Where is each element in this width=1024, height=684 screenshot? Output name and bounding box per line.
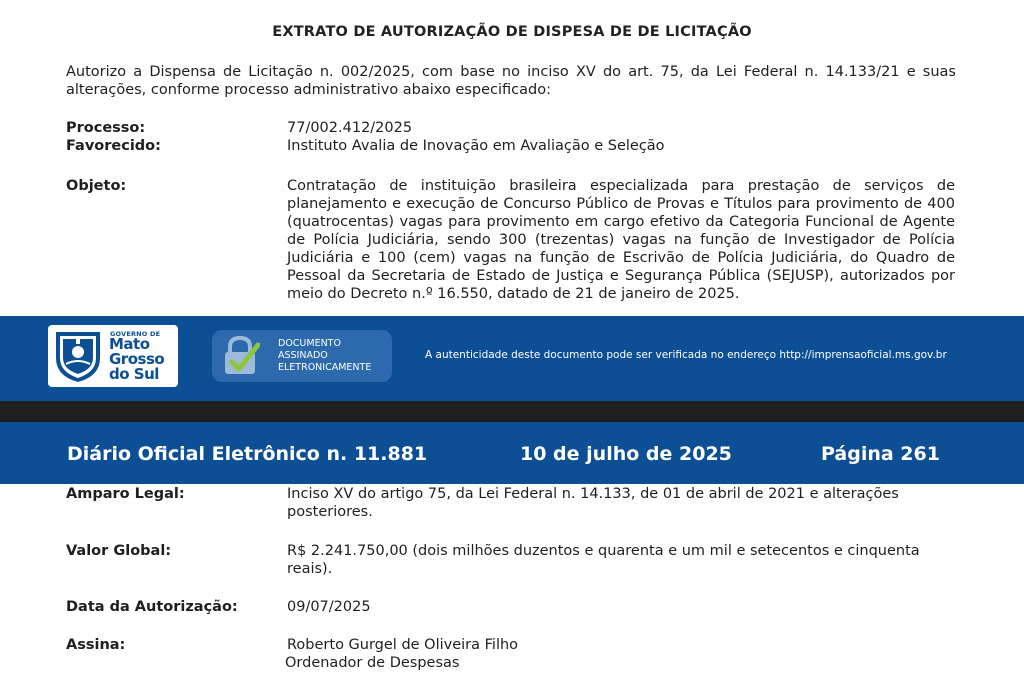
dark-stripe	[0, 401, 1024, 422]
valor-label: Valor Global:	[66, 543, 172, 559]
state-logo	[48, 325, 178, 387]
state-name-line-1: Mato	[109, 335, 150, 353]
stamp-line-3: ELETRONICAMENTE	[278, 362, 372, 373]
gov-small-label: GOVERNO DE	[110, 330, 161, 338]
coat-of-arms-icon	[52, 328, 104, 384]
objeto-value: Contratação de instituição brasileira especializada para prestação de serviços de planejamento e execução de Concurso Público de Provas e Títulos para provimento de 400 (quatrocentas) vagas para provimento em cargo efetivo da Categoria Funcional de Agente de Polícia Judiciária, sendo 300 (trezentas) vagas na função de Investigador de Polícia Judiciária e 100 (cem) vagas na função de Escrivão de Polícia Judiciária, do Quadro de Pessoal da Secretaria de Estado de Justiça e Segurança Pública (SEJUSP), autorizados por meio do Decreto n.º 16.550, datado de 21 de janeiro de 2025.	[287, 178, 955, 302]
gazette-date: 10 de julho de 2025	[520, 443, 732, 465]
data-autorizacao-label: Data da Autorização:	[66, 599, 238, 615]
data-autorizacao-value: 09/07/2025	[287, 599, 371, 615]
intro-paragraph: Autorizo a Dispensa de Licitação n. 002/2025, com base no inciso XV do art. 75, da Lei Federal n. 14.133/21 e suas alterações, conforme processo administrativo abaixo especificado:	[66, 64, 956, 98]
signer-role: Ordenador de Despesas	[285, 655, 460, 671]
amparo-label: Amparo Legal:	[66, 486, 185, 502]
stamp-line-1: DOCUMENTO	[278, 338, 341, 349]
page-number: Página 261	[821, 443, 940, 465]
favorecido-label: Favorecido:	[66, 138, 161, 154]
processo-label: Processo:	[66, 120, 146, 136]
signer-name: Roberto Gurgel de Oliveira Filho	[287, 637, 519, 653]
state-name-line-3: do Sul	[109, 365, 159, 383]
stamp-text	[278, 338, 371, 374]
stamp-line-2: ASSINADO	[278, 350, 328, 361]
gazette-header	[0, 422, 1024, 484]
objeto-label: Objeto:	[66, 178, 127, 194]
amparo-value: Inciso XV do artigo 75, da Lei Federal n. 14.133, de 01 de abril de 2021 e alterações posteriores.	[287, 486, 899, 520]
padlock-check-icon	[220, 335, 260, 377]
state-name-line-2: Grosso	[109, 350, 165, 368]
favorecido-value: Instituto Avalia de Inovação em Avaliação e Seleção	[287, 138, 665, 154]
processo-value: 77/002.412/2025	[287, 120, 413, 136]
valor-value: R$ 2.241.750,00 (dois milhões duzentos e quarenta e um mil e setecentos e cinquenta reais).	[287, 543, 920, 577]
gazette-name: Diário Oficial Eletrônico n. 11.881	[67, 443, 428, 465]
document-title: EXTRATO DE AUTORIZAÇÃO DE DISPESA DE DE LICITAÇÃO	[272, 24, 752, 40]
signed-document-stamp	[212, 330, 392, 382]
authenticity-note: A autenticidade deste documento pode ser verificada no endereço http://imprensaoficial.ms.gov.br	[425, 349, 947, 361]
assina-label: Assina:	[66, 637, 126, 653]
state-name	[109, 337, 164, 382]
